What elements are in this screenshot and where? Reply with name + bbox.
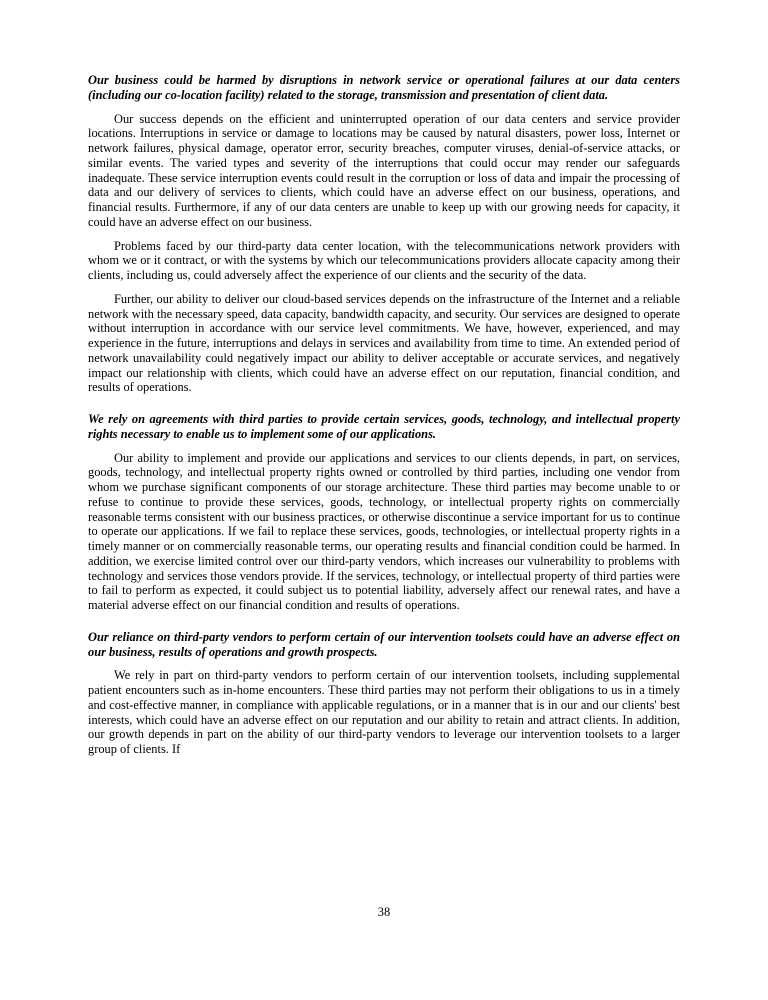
body-paragraph-3: Further, our ability to deliver our cloud-based services depends on the infrastructure of the Internet and a reliable network with the necessary speed, data capacity, bandwidth capacity, and security. Our services are designed to operate without interruption in accordance with our service level commitments. We have, however, experienced, and may experience in the future, interruptions and delays in services and availability from time to time. An extended period of network unavailability could negatively impact our ability to deliver acceptable or accurate services, and negatively impact our relationship with clients, which could have an adverse effect on our reputation, financial condition, and results of operations.	[88, 291, 680, 395]
body-paragraph-4: Our ability to implement and provide our applications and services to our clients depends, in part, on services, goods, technology, and intellectual property rights owned or controlled by third parties, including one vendor from whom we purchase significant components of our storage architecture. These third parties may become unable to or refuse to continue to provide these services, goods, technology, or intellectual property rights on commercially reasonable terms consistent with our business practices, or otherwise discontinue a service important for us to continue to operate our applications. If we fail to replace these services, goods, technologies, or intellectual property rights in a timely manner or on commercially reasonable terms, our operating results and financial condition could be harmed. In addition, we exercise limited control over our third-party vendors, which increases our vulnerability to problems with technology and services those vendors provide. If the services, technology, or intellectual property of third parties were to fail to perform as expected, it could subject us to potential liability, adversely affect our renewal rates, and have a material adverse effect on our financial condition and results of operations.	[88, 450, 680, 612]
body-paragraph-1: Our success depends on the efficient and uninterrupted operation of our data centers and service provider locations. Interruptions in service or damage to locations may be caused by natural disasters, power loss, Internet or network failures, physical damage, operator error, security breaches, computer viruses, denial-of-service attacks, or similar events. The varied types and severity of the interruptions that could occur may render our safeguards inadequate. These service interruption events could result in the corruption or loss of data and impair the processing of data and our delivery of services to clients, which could have an adverse effect on our business, operations, and financial results. Furthermore, if any of our data centers are unable to keep up with our growing needs for capacity, it could have an adverse effect on our business.	[88, 111, 680, 229]
risk-factor-heading-3: Our reliance on third-party vendors to perform certain of our intervention toolsets could have an adverse effect on our business, results of operations and growth prospects.	[88, 629, 680, 659]
page-number: 38	[377, 905, 391, 920]
risk-factor-heading-2: We rely on agreements with third parties to provide certain services, goods, technology, and intellectual property rights necessary to enable us to implement some of our applications.	[88, 412, 680, 441]
risk-factor-heading-1: Our business could be harmed by disruptions in network service or operational failures at our data centers (including our co-location facility) related to the storage, transmission and presentation of client data.	[88, 73, 680, 102]
body-paragraph-5: We rely in part on third-party vendors to perform certain of our intervention toolsets, including supplemental patient encounters such as in-home encounters. These third parties may not perform their obligations to us in a timely and cost-effective manner, in compliance with applicable regulations, or in a manner that is in our and our clients' best interests, which could have an adverse effect on our reputation and our ability to retain and attract clients. In addition, our growth depends in part on the ability of our third-party vendors to leverage our intervention toolsets to a larger group of clients. If	[88, 668, 680, 756]
body-paragraph-2: Problems faced by our third-party data center location, with the telecommunications network providers with whom we or it contract, or with the systems by which our telecommunications providers allocate capacity among their clients, including us, could adversely affect the experience of our clients and the security of the data.	[88, 238, 680, 282]
